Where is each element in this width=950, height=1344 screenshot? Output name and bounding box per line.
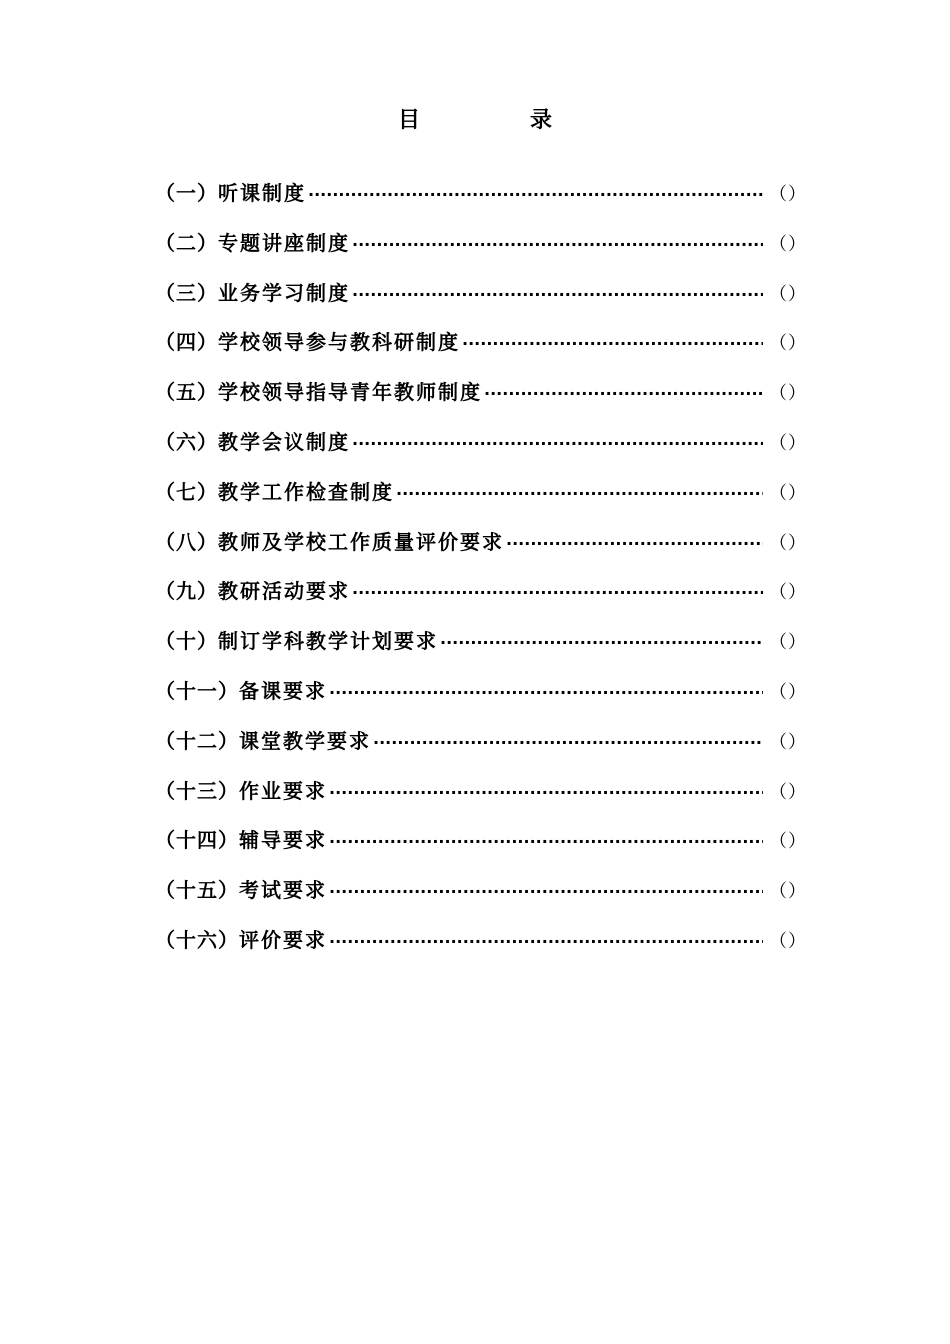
toc-entry[interactable] [155,425,807,475]
toc-entry-number: （八） [155,529,218,554]
toc-entry-label: 听课制度 [218,181,306,205]
toc-entry-label: 辅导要求 [239,828,327,853]
toc-dot-leader [329,774,763,810]
toc-entry-label: 教学工作检查制度 [218,479,394,504]
toc-dot-leader [396,475,763,511]
toc-entry[interactable] [155,923,807,973]
toc-entry-number: （五） [155,380,218,405]
toc-entry-number: （十二） [155,728,239,753]
toc-dot-leader [329,923,763,959]
toc-entry[interactable] [155,873,807,923]
table-of-contents [155,176,807,973]
toc-entry[interactable] [155,823,807,873]
toc-entry-page: （） [769,233,807,255]
toc-entry-label: 考试要求 [239,878,327,903]
toc-entry-page: （） [769,731,807,753]
toc-entry-number: （十五） [155,878,239,903]
toc-dot-leader [440,624,763,660]
toc-entry[interactable] [155,226,807,276]
toc-entry-label: 制订学科教学计划要求 [218,629,438,654]
toc-entry-page: （） [769,632,807,654]
toc-entry-label: 作业要求 [239,778,327,803]
toc-dot-leader [308,176,763,212]
toc-entry-label: 课堂教学要求 [239,728,371,753]
toc-entry-label: 教学会议制度 [218,429,350,454]
toc-entry-label: 评价要求 [239,927,327,952]
toc-dot-leader [329,823,763,859]
toc-entry-number: （十一） [155,678,239,703]
toc-entry-page: （） [769,781,807,803]
toc-entry-page: （） [769,582,807,604]
toc-entry[interactable] [155,475,807,525]
toc-dot-leader [462,325,763,361]
toc-entry-number: （九） [155,579,218,604]
toc-entry-page: （） [769,383,807,405]
toc-entry[interactable] [155,624,807,674]
toc-entry-number: （十六） [155,927,239,952]
toc-dot-leader [352,425,763,461]
toc-dot-leader [484,375,763,411]
toc-entry[interactable] [155,674,807,724]
toc-entry-page: （） [769,681,807,703]
toc-entry-label: 业务学习制度 [218,280,350,305]
toc-dot-leader [329,674,763,710]
toc-entry-page: （） [769,184,807,205]
toc-entry[interactable] [155,176,807,226]
toc-entry[interactable] [155,375,807,425]
toc-entry-label: 教师及学校工作质量评价要求 [218,529,504,554]
toc-entry[interactable] [155,574,807,624]
toc-entry-page: （） [769,930,807,952]
toc-entry-label: 学校领导参与教科研制度 [218,330,460,355]
toc-entry[interactable] [155,276,807,326]
toc-entry[interactable] [155,774,807,824]
toc-entry-number: （十四） [155,828,239,853]
toc-entry-label: 备课要求 [239,678,327,703]
toc-entry-number: （一） [155,181,218,205]
toc-entry-number: （二） [155,230,218,255]
toc-dot-leader [352,276,763,312]
toc-entry-number: （十三） [155,778,239,803]
toc-dot-leader [506,525,763,561]
toc-entry-label: 专题讲座制度 [218,230,350,255]
toc-entry-page: （） [769,333,807,355]
toc-entry-page: （） [769,432,807,454]
toc-dot-leader [373,724,763,760]
toc-entry-label: 学校领导指导青年教师制度 [218,380,482,405]
toc-entry-page: （） [769,283,807,305]
toc-dot-leader [352,226,763,262]
toc-entry-number: （四） [155,330,218,355]
toc-entry-label: 教研活动要求 [218,579,350,604]
toc-entry[interactable] [155,325,807,375]
toc-dot-leader [329,873,763,909]
page-title: 目 录 [397,108,596,133]
toc-entry-page: （） [769,881,807,903]
toc-entry-page: （） [769,831,807,853]
toc-dot-leader [352,574,763,610]
toc-entry[interactable] [155,525,807,575]
toc-entry[interactable] [155,724,807,774]
toc-entry-number: （三） [155,280,218,305]
toc-entry-number: （六） [155,429,218,454]
toc-entry-page: （） [769,482,807,504]
toc-entry-number: （十） [155,629,218,654]
toc-entry-page: （） [769,532,807,554]
toc-entry-number: （七） [155,479,218,504]
